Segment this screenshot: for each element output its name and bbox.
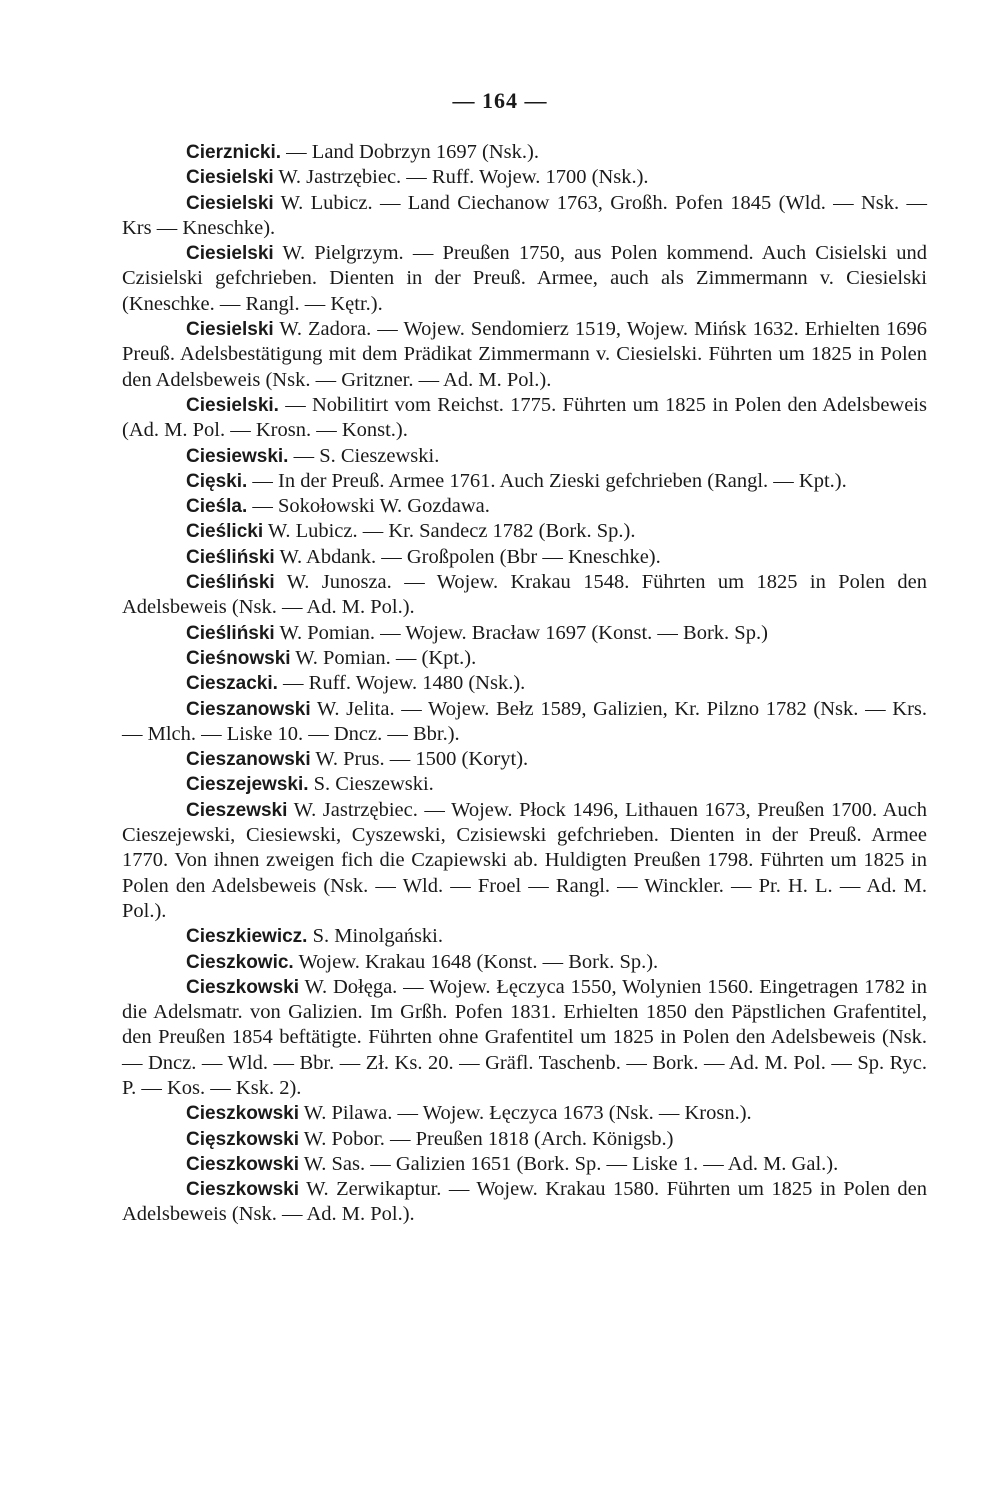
entry-name: Cięski. — [186, 470, 248, 492]
entry — [122, 1127, 927, 1152]
entry-name: Ciesiewski. — [186, 445, 289, 467]
entry-name: Cieszkiewicz. — [186, 926, 308, 948]
entry-name: Ciesielski — [186, 167, 274, 189]
entry-name: Cieszkowic. — [186, 951, 294, 973]
entry-name: Cieszanowski — [186, 698, 311, 720]
entry — [122, 975, 927, 1101]
entry-name: Cieśliński — [186, 572, 275, 594]
entry — [122, 140, 927, 165]
entry-text: W. Dołęga. — Wojew. Łęczyca 1550, Wolynien 1560. Eingetragen 1782 in die Adelsmatr. von Galizien. Im Grßh. Pofen 1831. Erhielten 1850 den Päpstlichen Grafentitel, den Preußen 1854 beftätigte. Führten ohne Grafentitel um 1825 in Polen den Adelsbeweis (Nsk. — Dncz. — Wld. — Bbr. — Zł. Ks. 20. — Gräfl. Taschenb. — Bork. — Ad. M. Pol. — Sp. Ryc. P. — Kos. — Ksk. 2). — [122, 975, 927, 1099]
entry — [122, 570, 927, 621]
entry — [122, 444, 927, 469]
entry-text: W. Jelita. — Wojew. Bełz 1589, Galizien, Kr. Pilzno 1782 (Nsk. — Krs. — Mlch. — Liske 10. — Dncz. — Bbr.). — [122, 697, 927, 745]
entry — [122, 671, 927, 696]
entry-name: Cieśliński — [186, 622, 275, 644]
entry-text: W. Junosza. — Wojew. Krakau 1548. Führten um 1825 in Polen den Adelsbeweis (Nsk. — Ad. M. Pol.). — [122, 571, 927, 619]
entry-text: W. Lubicz. — Land Ciechanow 1763, Großh. Pofen 1845 (Wld. — Nsk. — Krs — Kneschke). — [122, 191, 927, 239]
entry-text: W. Pomian. — Wojew. Bracław 1697 (Konst. — Bork. Sp.) — [274, 621, 768, 644]
entry — [122, 772, 927, 797]
entry-text: — Sokołowski W. Gozdawa. — [247, 495, 490, 518]
entry-text: — In der Preuß. Armee 1761. Auch Zieski gefchrieben (Rangl. — Kpt.). — [247, 469, 847, 492]
entry — [122, 393, 927, 444]
entry-name: Cieszkowski — [186, 1103, 299, 1125]
entry-name: Cieśnowski — [186, 647, 291, 669]
entry-name: Cięszkowski — [186, 1128, 299, 1150]
entry-text: — Ruff. Wojew. 1480 (Nsk.). — [277, 672, 526, 695]
entry-text: W. Poboг. — Preußen 1818 (Arch. Königsb.) — [299, 1127, 674, 1150]
entry-text: W. Pilawa. — Wojew. Łęczyca 1673 (Nsk. — Krosn.). — [299, 1102, 752, 1125]
entry-name: Ciesielski — [186, 243, 274, 265]
entry — [122, 621, 927, 646]
entry-text: — S. Cieszewski. — [288, 444, 440, 467]
entry-name: Cieszewski — [186, 799, 288, 821]
entry-text: W. Zadora. — Wojew. Sendomierz 1519, Wojew. Mińsk 1632. Erhielten 1696 Preuß. Adelsbestätigung mit dem Prädikat Zimmermann v. Ciesielski. Führten um 1825 in Polen den Adelsbeweis (Nsk. — Gritzner. — Ad. M. Pol.). — [122, 318, 927, 391]
entry — [122, 697, 927, 748]
entry-text: W. Lubicz. — Kr. Sandecz 1782 (Bork. Sp.). — [263, 520, 636, 543]
entry — [122, 469, 927, 494]
entry-name: Cieszejewski. — [186, 774, 309, 796]
entry — [122, 646, 927, 671]
entry — [122, 241, 927, 317]
entries-list — [122, 140, 927, 1228]
entry-name: Cieszkowski — [186, 1179, 299, 1201]
entry-text: Wojew. Krakau 1648 (Konst. — Bork. Sp.). — [293, 950, 659, 973]
entry — [122, 519, 927, 544]
entry-name: Cieszacki. — [186, 673, 278, 695]
entry — [122, 545, 927, 570]
entry-text: W. Jastrzębiec. — Wojew. Płock 1496, Lithauen 1673, Preußen 1700. Auch Cieszejewski, Ciesiewski, Cyszewski, Czisiewski gefchrieben. Dienten in der Preuß. Armee 1770. Von ihnen zweigen fich die Czapiewski ab. Huldigten Preußen 1798. Führten um 1825 in Polen den Adelsbeweis (Nsk. — Wld. — Froel — Rangl. — Winckler. — Pr. H. L. — Ad. M. Pol.). — [122, 798, 927, 922]
entry — [122, 191, 927, 242]
entry — [122, 165, 927, 190]
entry-name: Cierznicki. — [186, 142, 282, 163]
entry — [122, 747, 927, 772]
entry — [122, 1152, 927, 1177]
entry — [122, 924, 927, 949]
entry-text: W. Abdank. — Großpolen (Bbr — Kneschke). — [274, 545, 661, 568]
entry-text: — Nobilitirt vom Reichst. 1775. Führten um 1825 in Polen den Adelsbeweis (Ad. M. Pol. — Krosn. — Konst.). — [122, 393, 927, 442]
entry — [122, 1101, 927, 1126]
entry-name: Ciesielski — [186, 319, 274, 341]
entry-name: Cieśliński — [186, 546, 275, 568]
entry-name: Ciesielski. — [186, 394, 279, 416]
entry-name: Cieszkowski — [186, 976, 299, 998]
entry-text: W. Pielgrzym. — Preußen 1750, aus Polen kommend. Auch Cisielski und Czisielski gefchrieben. Dienten in der Preuß. Armee, auch als Zimmermann v. Ciesielski (Kneschke. — Rangl. — Kętr.). — [122, 242, 927, 315]
entry — [122, 494, 927, 519]
entry — [122, 1177, 927, 1228]
page-number: — 164 — — [452, 88, 548, 113]
entry-name: Cieszanowski — [186, 749, 311, 771]
entry-text: — Land Dobrzyn 1697 (Nsk.). — [281, 141, 539, 163]
entry-text: S. Minolgański. — [307, 925, 443, 948]
entry-name: Ciesielski — [186, 192, 274, 214]
entry-name: Cieśla. — [186, 496, 248, 518]
entry — [122, 798, 927, 924]
entry — [122, 317, 927, 393]
entry-text: W. Jastrzębiec. — Ruff. Wojew. 1700 (Nsk.). — [273, 166, 649, 189]
entry-text: W. Pomian. — (Kpt.). — [290, 646, 477, 669]
entry-text: W. Prus. — 1500 (Koryt). — [310, 748, 529, 771]
entry-text: W. Sas. — Galizien 1651 (Bork. Sp. — Liske 1. — Ad. M. Gal.). — [299, 1152, 839, 1175]
entry-text: W. Zerwikaptur. — Wojew. Krakau 1580. Führten um 1825 in Polen den Adelsbeweis (Nsk. — Ad. M. Pol.). — [122, 1178, 927, 1226]
entry — [122, 950, 927, 975]
entry-name: Cieszkowski — [186, 1153, 299, 1175]
entry-name: Cieślicki — [186, 521, 264, 543]
entry-text: S. Cieszewski. — [308, 773, 434, 796]
